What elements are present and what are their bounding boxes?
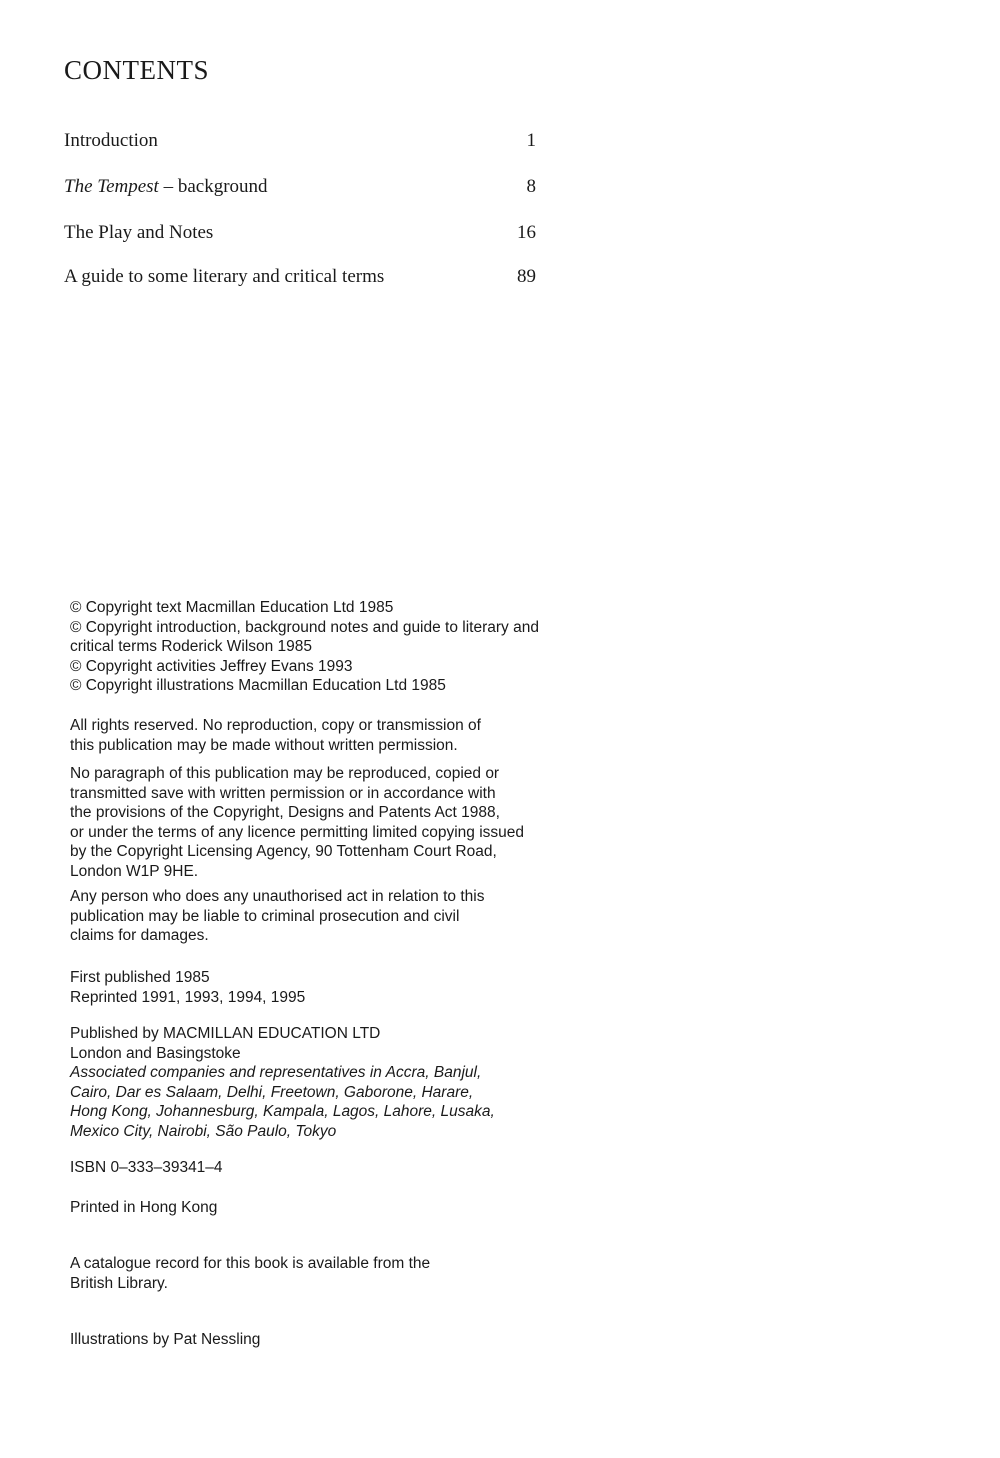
associated-companies-line: Hong Kong, Johannesburg, Kampala, Lagos, Lahore, Lusaka, xyxy=(70,1103,495,1120)
catalogue-line: A catalogue record for this book is available from the xyxy=(70,1255,431,1272)
copyright-line: critical terms Roderick Wilson 1985 xyxy=(70,638,313,655)
toc-entry-page: 1 xyxy=(526,130,536,151)
copyright-notices xyxy=(70,598,630,696)
associated-companies-line: Cairo, Dar es Salaam, Delhi, Freetown, Gaborone, Harare, xyxy=(70,1083,474,1101)
catalogue-record-notice xyxy=(70,1254,630,1293)
toc-entry-title: A guide to some literary and critical terms xyxy=(64,266,385,287)
copyright-line: © Copyright introduction, background notes and guide to literary and xyxy=(70,618,539,636)
notice-line: transmitted save with written permission or in accordance with xyxy=(70,784,496,802)
toc-entry-page: 8 xyxy=(526,176,536,197)
contents-heading: CONTENTS xyxy=(64,55,209,85)
copyright-line: © Copyright activities Jeffrey Evans 1993 xyxy=(70,657,353,675)
associated-companies-line: Associated companies and representatives in Accra, Banjul, xyxy=(70,1064,482,1081)
liability-line: claims for damages. xyxy=(70,927,209,944)
liability-line: Any person who does any unauthorised act in relation to this xyxy=(70,888,485,905)
liability-line: publication may be liable to criminal prosecution and civil xyxy=(70,907,460,925)
publisher-place: London and Basingstoke xyxy=(70,1044,241,1062)
toc-entry-page: 89 xyxy=(517,266,536,287)
reproduction-notice xyxy=(70,764,630,881)
publication-history xyxy=(70,968,630,1007)
rights-line: All rights reserved. No reproduction, copy or transmission of xyxy=(70,717,481,734)
notice-line: or under the terms of any licence permitting limited copying issued xyxy=(70,823,525,841)
toc-entry-title: The Play and Notes xyxy=(64,222,214,243)
copyright-line: © Copyright text Macmillan Education Ltd 1985 xyxy=(70,599,394,616)
toc-entry-page: 16 xyxy=(517,222,536,243)
isbn: ISBN 0–333–39341–4 xyxy=(70,1159,223,1176)
associated-companies-line: Mexico City, Nairobi, São Paulo, Tokyo xyxy=(70,1122,337,1140)
liability-notice xyxy=(70,887,630,946)
toc-entry-title: The Tempest – background xyxy=(64,176,268,197)
notice-line: No paragraph of this publication may be reproduced, copied or xyxy=(70,765,500,782)
toc-entry-title: Introduction xyxy=(64,130,158,151)
publisher-name: Published by MACMILLAN EDUCATION LTD xyxy=(70,1025,381,1042)
notice-line: by the Copyright Licensing Agency, 90 Tottenham Court Road, xyxy=(70,843,497,860)
rights-reserved-notice xyxy=(70,716,630,755)
first-published: First published 1985 xyxy=(70,969,210,986)
illustrations-credit: Illustrations by Pat Nessling xyxy=(70,1331,261,1348)
rights-line: this publication may be made without written permission. xyxy=(70,736,458,754)
catalogue-line: British Library. xyxy=(70,1274,168,1292)
printed-in: Printed in Hong Kong xyxy=(70,1199,218,1216)
copyright-line: © Copyright illustrations Macmillan Education Ltd 1985 xyxy=(70,677,446,694)
notice-line: the provisions of the Copyright, Designs and Patents Act 1988, xyxy=(70,804,500,821)
reprint-dates: Reprinted 1991, 1993, 1994, 1995 xyxy=(70,988,306,1006)
notice-line: London W1P 9HE. xyxy=(70,862,199,880)
publisher-info xyxy=(70,1024,630,1141)
